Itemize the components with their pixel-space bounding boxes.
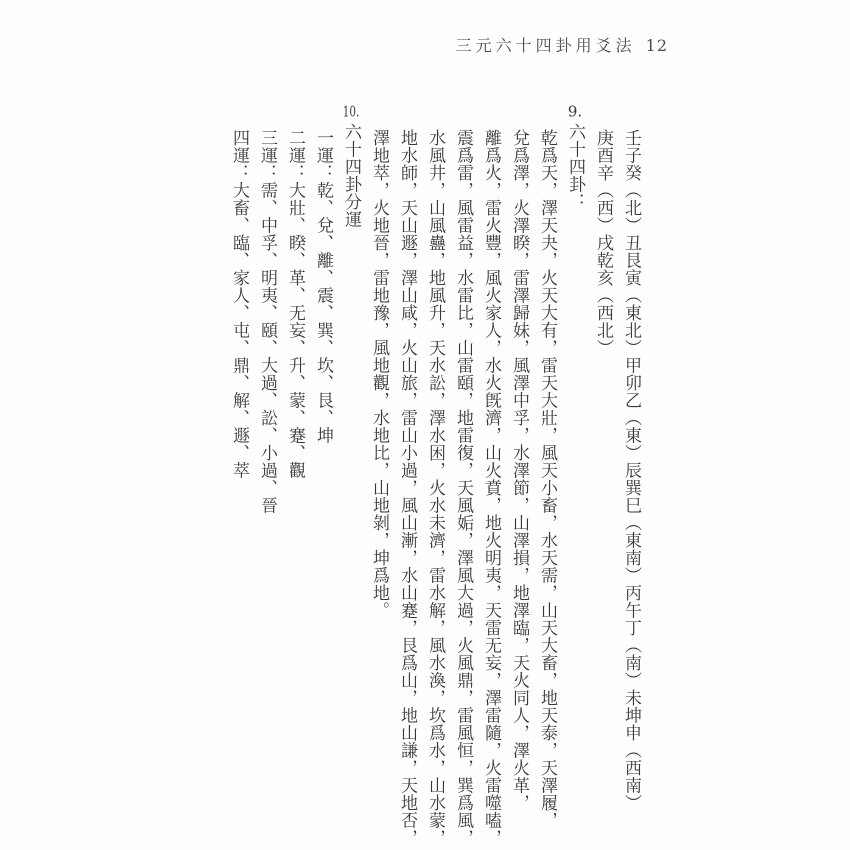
section-9-title: 六十四卦： (565, 123, 585, 211)
text-line-directions-2: 庚酉辛（西）戌乾亥（西北） (593, 129, 613, 357)
period-line-4: 四運：大畜、臨、家人、屯、鼎、解、遯、萃 (229, 129, 249, 479)
hexagram-line-6: 地水師，天山遯，澤山咸，火山旅，雷山小過，風山漸，水山蹇，艮爲山，地山謙，天地否， (397, 129, 417, 847)
hexagram-line-5: 水風井，山風蠱，地風升，天水訟，澤水困，火水未濟，雷水解，風水渙，坎爲水，山水蒙， (425, 129, 445, 847)
period-line-1: 一運：乾、兌、離、震、巽、坎、艮、坤 (313, 129, 333, 444)
section-10-title: 六十四卦分運 (341, 123, 361, 228)
section-10-number: 10. (342, 104, 360, 119)
running-header-title: 三元六十四卦用爻法 (455, 36, 636, 55)
hexagram-line-7: 澤地萃，火地晉，雷地豫，風地觀，水地比，山地剝，坤爲地。 (369, 129, 389, 619)
hexagram-line-2: 兌爲澤，火澤睽，雷澤歸妹，風澤中孚，水澤節，山澤損，地澤臨，天火同人，澤火革， (509, 129, 529, 812)
section-10-heading (337, 104, 365, 846)
vertical-text-block (203, 104, 645, 846)
hexagram-line-1: 乾爲天，澤天夬，火天大有，雷天大壯，風天小畜，水天需，山天大畜，地天泰，天澤履， (537, 129, 557, 829)
page-number: 12 (645, 36, 668, 55)
section-9-heading (561, 104, 589, 846)
text-line-directions-1: 壬子癸（北）丑艮寅（東北）甲卯乙（東）辰巽巳（東南）丙午丁（南）未坤申（西南） (621, 129, 641, 812)
section-9-number: 9. (567, 104, 583, 119)
period-line-3: 三運：需、中孚、明夷、頤、大過、訟、小過、晉 (257, 129, 277, 514)
hexagram-line-4: 震爲雷，風雷益，水雷比，山雷頤，地雷復，天風姤，澤風大過，火風鼎，雷風恒，巽爲風， (453, 129, 473, 847)
hexagram-line-3: 離爲火，雷火豐，風火家人，水火旣濟，山火賁，地火明夷，天雷无妄，澤雷隨，火雷噬嗑， (481, 129, 501, 847)
period-line-2: 二運：大壯、睽、革、无妄、升、蒙、蹇、觀 (285, 129, 305, 479)
running-header (456, 33, 668, 56)
